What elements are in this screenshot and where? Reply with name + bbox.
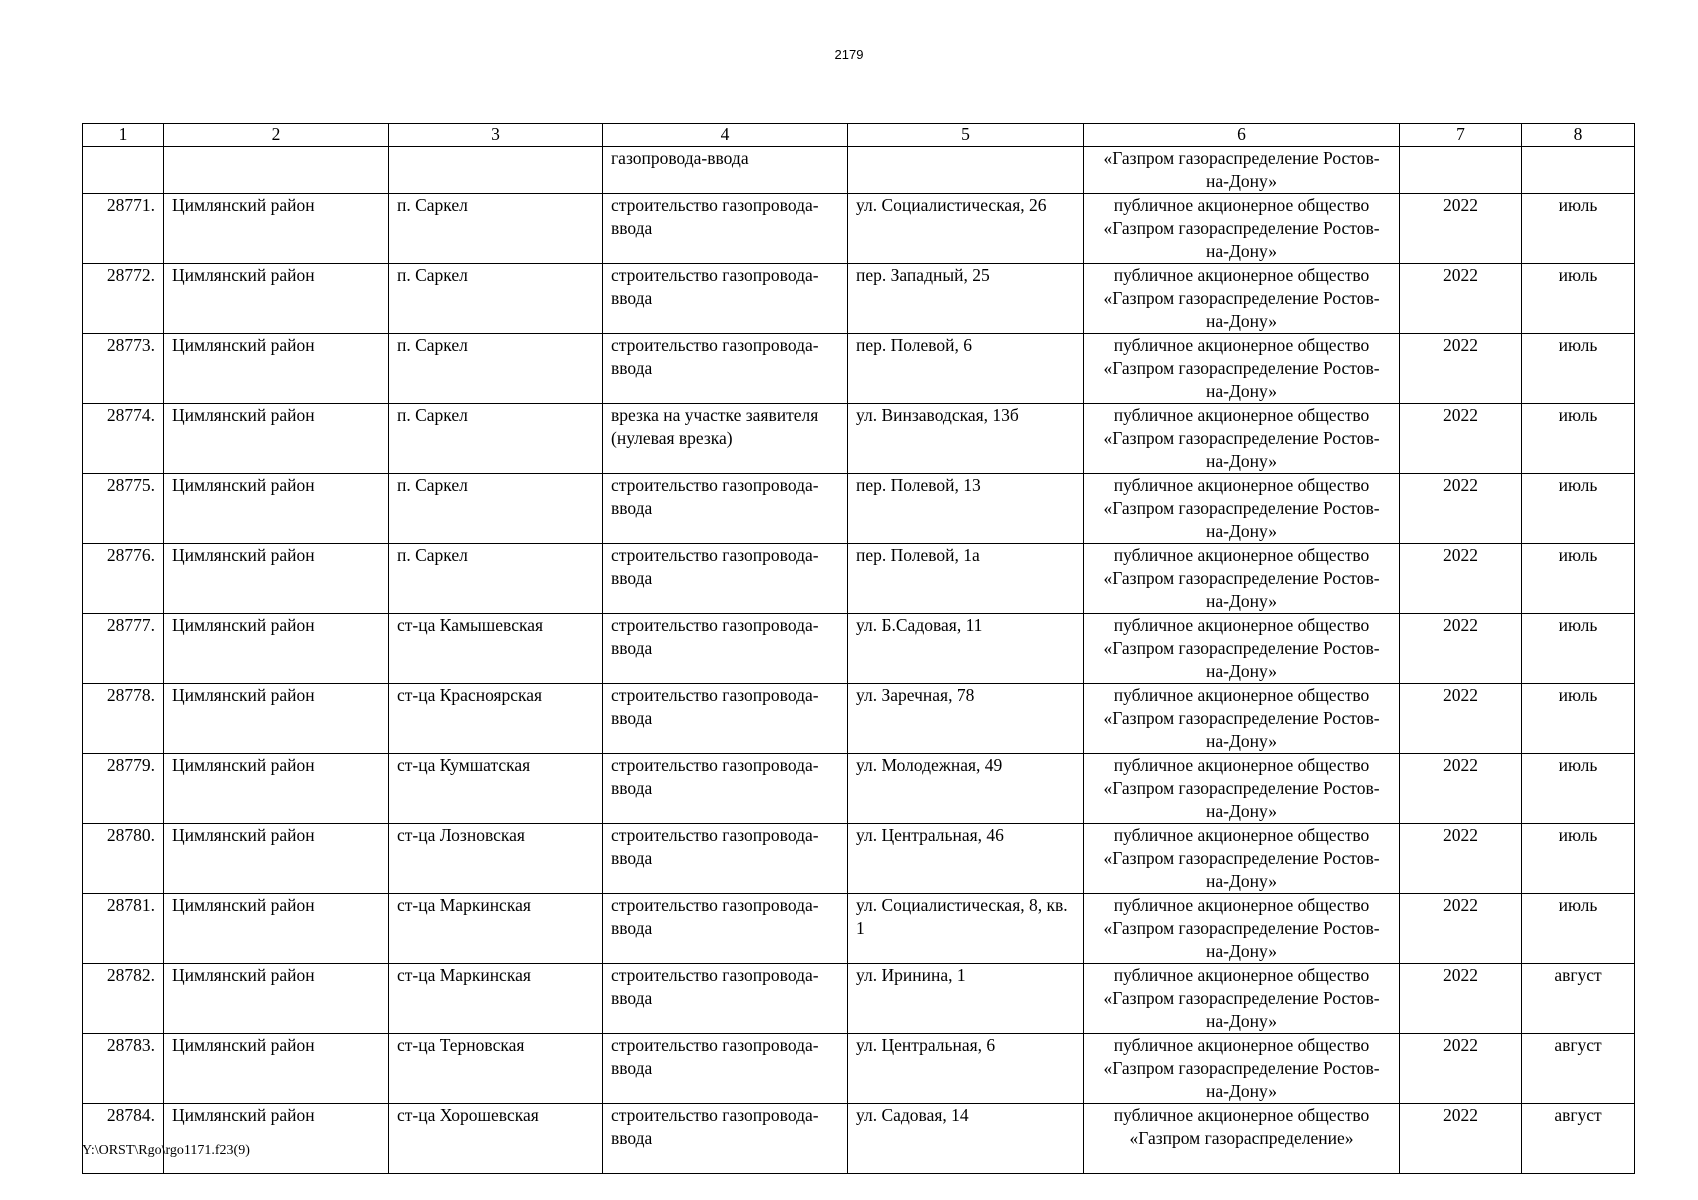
cell-work-type: строительство газопровода-ввода (603, 684, 848, 754)
cell-number: 28778. (83, 684, 164, 754)
cell-district: Цимлянский район (164, 194, 389, 264)
cell-month: август (1522, 964, 1635, 1034)
cell-year: 2022 (1400, 824, 1522, 894)
cell-address: ул. Иринина, 1 (848, 964, 1084, 1034)
cell-number: 28783. (83, 1034, 164, 1104)
cell-address: ул. Социалистическая, 8, кв. 1 (848, 894, 1084, 964)
cell-organization: публичное акционерное общество «Газпром газораспределение Ростов-на-Дону» (1084, 894, 1400, 964)
cell-work-type: строительство газопровода-ввода (603, 544, 848, 614)
cell-district (164, 147, 389, 194)
cell-organization: публичное акционерное общество «Газпром газораспределение Ростов-на-Дону» (1084, 334, 1400, 404)
cell-work-type: строительство газопровода-ввода (603, 824, 848, 894)
cell-address: пер. Западный, 25 (848, 264, 1084, 334)
cell-address: ул. Социалистическая, 26 (848, 194, 1084, 264)
cell-locality: п. Саркел (389, 404, 603, 474)
cell-address: пер. Полевой, 1а (848, 544, 1084, 614)
cell-year: 2022 (1400, 754, 1522, 824)
cell-address: ул. Винзаводская, 13б (848, 404, 1084, 474)
column-header: 6 (1084, 124, 1400, 147)
cell-organization: публичное акционерное общество «Газпром газораспределение Ростов-на-Дону» (1084, 404, 1400, 474)
cell-month: июль (1522, 684, 1635, 754)
cell-month: июль (1522, 894, 1635, 964)
cell-address: ул. Центральная, 6 (848, 1034, 1084, 1104)
cell-month: август (1522, 1104, 1635, 1174)
page-number: 2179 (834, 47, 864, 62)
cell-work-type: врезка на участке заявителя (нулевая врезка) (603, 404, 848, 474)
cell-district: Цимлянский район (164, 614, 389, 684)
cell-organization: публичное акционерное общество «Газпром газораспределение Ростов-на-Дону» (1084, 824, 1400, 894)
cell-number: 28781. (83, 894, 164, 964)
cell-locality: п. Саркел (389, 264, 603, 334)
cell-locality: ст-ца Камышевская (389, 614, 603, 684)
table-row (83, 194, 1635, 264)
cell-year: 2022 (1400, 1104, 1522, 1174)
cell-year: 2022 (1400, 684, 1522, 754)
cell-address (848, 147, 1084, 194)
cell-month: июль (1522, 334, 1635, 404)
cell-address: ул. Заречная, 78 (848, 684, 1084, 754)
cell-year: 2022 (1400, 194, 1522, 264)
cell-work-type: строительство газопровода-ввода (603, 614, 848, 684)
table-row (83, 754, 1635, 824)
cell-organization: публичное акционерное общество «Газпром газораспределение Ростов-на-Дону» (1084, 964, 1400, 1034)
cell-district: Цимлянский район (164, 754, 389, 824)
table-row (83, 1034, 1635, 1104)
table-row (83, 964, 1635, 1034)
cell-district: Цимлянский район (164, 894, 389, 964)
table-row (83, 614, 1635, 684)
cell-locality: ст-ца Красноярская (389, 684, 603, 754)
cell-month: июль (1522, 474, 1635, 544)
table-row (83, 544, 1635, 614)
cell-locality: п. Саркел (389, 544, 603, 614)
cell-organization: публичное акционерное общество «Газпром газораспределение» (1084, 1104, 1400, 1174)
cell-district: Цимлянский район (164, 824, 389, 894)
cell-work-type: газопровода-ввода (603, 147, 848, 194)
table-row (83, 684, 1635, 754)
cell-organization: публичное акционерное общество «Газпром газораспределение Ростов-на-Дону» (1084, 264, 1400, 334)
cell-district: Цимлянский район (164, 1104, 389, 1174)
cell-year: 2022 (1400, 1034, 1522, 1104)
cell-district: Цимлянский район (164, 334, 389, 404)
cell-address: пер. Полевой, 13 (848, 474, 1084, 544)
cell-locality: ст-ца Маркинская (389, 964, 603, 1034)
cell-number: 28772. (83, 264, 164, 334)
column-header: 7 (1400, 124, 1522, 147)
cell-district: Цимлянский район (164, 404, 389, 474)
cell-year: 2022 (1400, 474, 1522, 544)
cell-number: 28779. (83, 754, 164, 824)
cell-year: 2022 (1400, 334, 1522, 404)
cell-address: ул. Б.Садовая, 11 (848, 614, 1084, 684)
cell-number: 28775. (83, 474, 164, 544)
cell-address: пер. Полевой, 6 (848, 334, 1084, 404)
table-row (83, 894, 1635, 964)
cell-year: 2022 (1400, 964, 1522, 1034)
cell-locality: ст-ца Терновская (389, 1034, 603, 1104)
cell-district: Цимлянский район (164, 264, 389, 334)
footer-file-path: Y:\ORST\Rgo\rgo1171.f23(9) (82, 1143, 250, 1158)
cell-locality: п. Саркел (389, 334, 603, 404)
cell-number: 28784. (83, 1104, 164, 1174)
cell-locality: ст-ца Лозновская (389, 824, 603, 894)
column-header: 1 (83, 124, 164, 147)
cell-number: 28773. (83, 334, 164, 404)
cell-organization: публичное акционерное общество «Газпром газораспределение Ростов-на-Дону» (1084, 754, 1400, 824)
cell-month (1522, 147, 1635, 194)
cell-district: Цимлянский район (164, 474, 389, 544)
cell-district: Цимлянский район (164, 544, 389, 614)
cell-organization: «Газпром газораспределение Ростов-на-Дону» (1084, 147, 1400, 194)
column-header: 5 (848, 124, 1084, 147)
cell-month: июль (1522, 404, 1635, 474)
table-row (83, 1104, 1635, 1174)
cell-address: ул. Садовая, 14 (848, 1104, 1084, 1174)
cell-district: Цимлянский район (164, 964, 389, 1034)
cell-number: 28780. (83, 824, 164, 894)
cell-number: 28774. (83, 404, 164, 474)
cell-year: 2022 (1400, 894, 1522, 964)
cell-number: 28777. (83, 614, 164, 684)
table-row (83, 824, 1635, 894)
column-header: 8 (1522, 124, 1635, 147)
column-header: 2 (164, 124, 389, 147)
table-row (83, 334, 1635, 404)
cell-work-type: строительство газопровода-ввода (603, 1104, 848, 1174)
cell-locality (389, 147, 603, 194)
cell-locality: ст-ца Кумшатская (389, 754, 603, 824)
cell-year (1400, 147, 1522, 194)
cell-district: Цимлянский район (164, 1034, 389, 1104)
cell-month: июль (1522, 614, 1635, 684)
cell-year: 2022 (1400, 614, 1522, 684)
cell-locality: п. Саркел (389, 474, 603, 544)
cell-month: июль (1522, 544, 1635, 614)
cell-work-type: строительство газопровода-ввода (603, 1034, 848, 1104)
cell-work-type: строительство газопровода-ввода (603, 194, 848, 264)
cell-month: июль (1522, 194, 1635, 264)
cell-year: 2022 (1400, 404, 1522, 474)
cell-organization: публичное акционерное общество «Газпром газораспределение Ростов-на-Дону» (1084, 614, 1400, 684)
cell-district: Цимлянский район (164, 684, 389, 754)
cell-work-type: строительство газопровода-ввода (603, 474, 848, 544)
cell-month: июль (1522, 824, 1635, 894)
cell-number (83, 147, 164, 194)
cell-year: 2022 (1400, 264, 1522, 334)
cell-number: 28782. (83, 964, 164, 1034)
table-row (83, 474, 1635, 544)
cell-organization: публичное акционерное общество «Газпром газораспределение Ростов-на-Дону» (1084, 544, 1400, 614)
cell-locality: ст-ца Маркинская (389, 894, 603, 964)
cell-month: июль (1522, 754, 1635, 824)
cell-work-type: строительство газопровода-ввода (603, 964, 848, 1034)
cell-organization: публичное акционерное общество «Газпром газораспределение Ростов-на-Дону» (1084, 684, 1400, 754)
cell-address: ул. Центральная, 46 (848, 824, 1084, 894)
cell-locality: п. Саркел (389, 194, 603, 264)
cell-month: август (1522, 1034, 1635, 1104)
cell-organization: публичное акционерное общество «Газпром газораспределение Ростов-на-Дону» (1084, 194, 1400, 264)
cell-organization: публичное акционерное общество «Газпром газораспределение Ростов-на-Дону» (1084, 474, 1400, 544)
cell-number: 28771. (83, 194, 164, 264)
cell-locality: ст-ца Хорошевская (389, 1104, 603, 1174)
cell-work-type: строительство газопровода-ввода (603, 334, 848, 404)
cell-work-type: строительство газопровода-ввода (603, 894, 848, 964)
cell-month: июль (1522, 264, 1635, 334)
cell-work-type: строительство газопровода-ввода (603, 754, 848, 824)
cell-year: 2022 (1400, 544, 1522, 614)
column-header: 4 (603, 124, 848, 147)
cell-organization: публичное акционерное общество «Газпром газораспределение Ростов-на-Дону» (1084, 1034, 1400, 1104)
column-number-row (83, 124, 1635, 147)
gas-works-table (82, 123, 1635, 1174)
cell-number: 28776. (83, 544, 164, 614)
column-header: 3 (389, 124, 603, 147)
table-row (83, 404, 1635, 474)
table-row (83, 264, 1635, 334)
cell-address: ул. Молодежная, 49 (848, 754, 1084, 824)
cell-work-type: строительство газопровода-ввода (603, 264, 848, 334)
table-row-continued (83, 147, 1635, 194)
